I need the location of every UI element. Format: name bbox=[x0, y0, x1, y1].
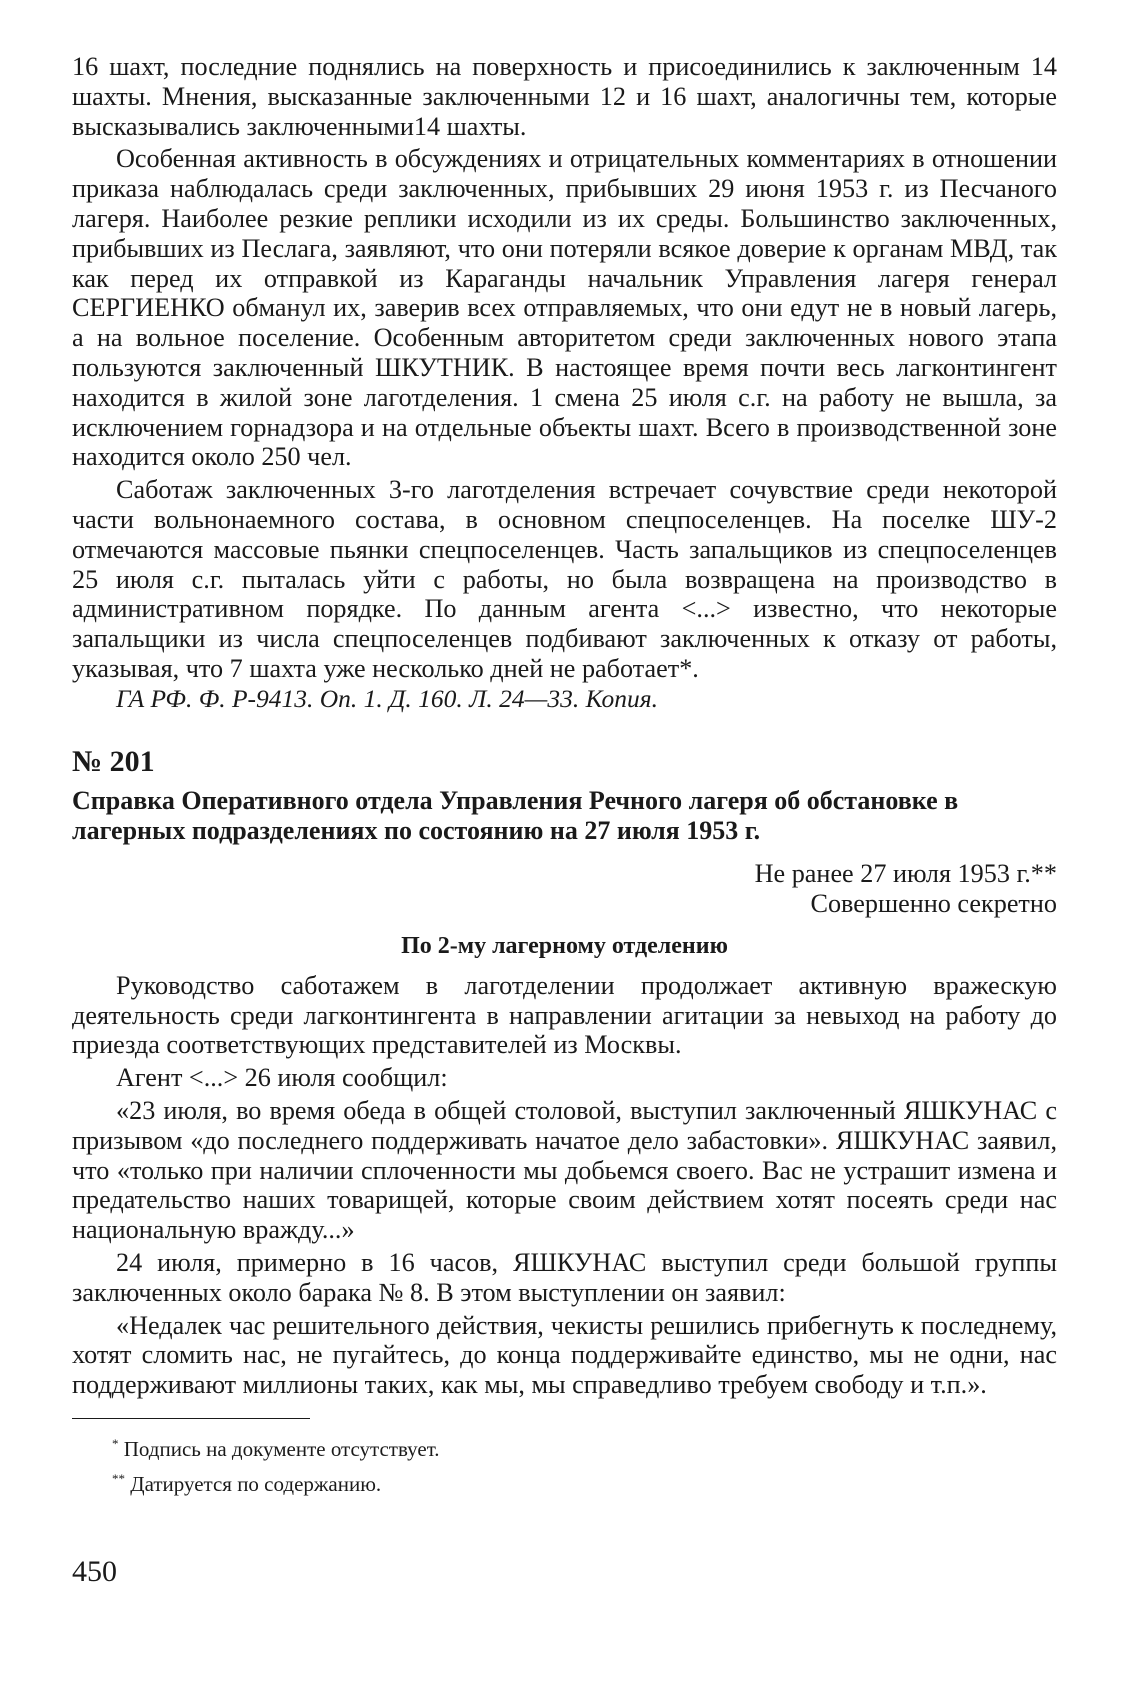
footnote-divider bbox=[72, 1418, 310, 1419]
paragraph-sabotage: Саботаж заключенных 3-го лаготделения встречает сочувствие среди некоторой части вольнонаемного состава, в основном спецпоселенцев. На поселке ШУ-2 отмечаются массовые пьянки спецпоселенцев. Часть запальщиков из спецпоселенцев 25 июля с.г. пыталась уйти с работы, но была возвращена на производство в административном порядке. По данным агента <...> известно, что некоторые запальщики из числа спецпоселенцев подбивают заключенных к отказу от работы, указывая, что 7 шахта уже несколько дней не работает*. bbox=[72, 475, 1057, 683]
document-date: Не ранее 27 июля 1953 г.** bbox=[754, 858, 1057, 888]
paragraph-continuation: 16 шахт, последние поднялись на поверхность и присоединились к заключенным 14 шахты. Мнения, высказанные заключенными 12 и 16 шахт, аналогичны тем, которые высказывались заключенными14 шахты. bbox=[72, 52, 1057, 141]
footnote-text: Датируется по содержанию. bbox=[125, 1471, 382, 1496]
page-body bbox=[72, 52, 1057, 1499]
document-number: № 201 bbox=[72, 744, 155, 778]
document-heading: Справка Оперативного отдела Управления Речного лагеря об обстановке в лагерных подразделениях по состоянию на 27 июля 1953 г. bbox=[72, 785, 959, 846]
page-number: 450 bbox=[72, 1555, 117, 1588]
paragraph-leadership: Руководство саботажем в лаготделении продолжает активную вражескую деятельность среди лагконтингента в направлении агитации за невыход на работу до приезда соответствующих представителей из Москвы. bbox=[72, 970, 1057, 1060]
footnote-mark: * bbox=[112, 1435, 119, 1451]
section-heading: По 2-му лагерному отделению bbox=[401, 932, 728, 959]
paragraph-july-24: 24 июля, примерно в 16 часов, ЯШКУНАС выступил среди большой группы заключенных около барака № 8. В этом выступлении он заявил: bbox=[72, 1247, 1057, 1307]
archive-source-reference: ГА РФ. Ф. Р-9413. Оп. 1. Д. 160. Л. 24—33. Копия. bbox=[116, 683, 659, 713]
footnote bbox=[72, 1464, 1057, 1499]
paragraph-quote-final: «Недалек час решительного действия, чекисты решились прибегнуть к последнему, хотят сломить нас, не пугайтесь, до конца поддерживайте единство, мы не одни, нас поддерживают миллионы таких, как мы, мы справедливо требуем свободу и т.п.». bbox=[72, 1310, 1057, 1400]
paragraph-agent-report: Агент <...> 26 июля сообщил: bbox=[116, 1063, 448, 1093]
paragraph-peschlag: Особенная активность в обсуждениях и отрицательных комментариях в отношении приказа наблюдалась среди заключенных, прибывших 29 июня 1953 г. из Песчаного лагеря. Наиболее резкие реплики исходили из их среды. Большинство заключенных, прибывших из Песлага, заявляют, что они потеряли всякое доверие к органам МВД, так как перед их отправкой из Караганды начальник Управления лагеря генерал СЕРГИЕНКО обманул их, заверив всех отправляемых, что они едут не в новый лагерь, а на вольное поселение. Особенным авторитетом среди заключенных нового этапа пользуются заключенный ШКУТНИК. В настоящее время почти весь лагконтингент находится в жилой зоне лаготделения. 1 смена 25 июля с.г. на работу не вышла, за исключением горнадзора и на отдельные объекты шахт. Всего в производственной зоне находится около 250 чел. bbox=[72, 144, 1057, 472]
footnote bbox=[72, 1429, 1057, 1464]
paragraph-quote-july-23: «23 июля, во время обеда в общей столовой, выступил заключенный ЯШКУНАС с призывом «до последнего поддерживать начатое дело забастовки». ЯШКУНАС заявил, что «только при наличии сплоченности мы добьемся своего. Вас не устрашит измена и предательство наших товарищей, которые своим действием хотят посеять среди нас национальную вражду...» bbox=[72, 1095, 1057, 1245]
classification-stamp: Совершенно секретно bbox=[810, 888, 1057, 918]
footnote-mark: ** bbox=[112, 1470, 125, 1486]
footnote-text: Подпись на документе отсутствует. bbox=[118, 1436, 440, 1461]
